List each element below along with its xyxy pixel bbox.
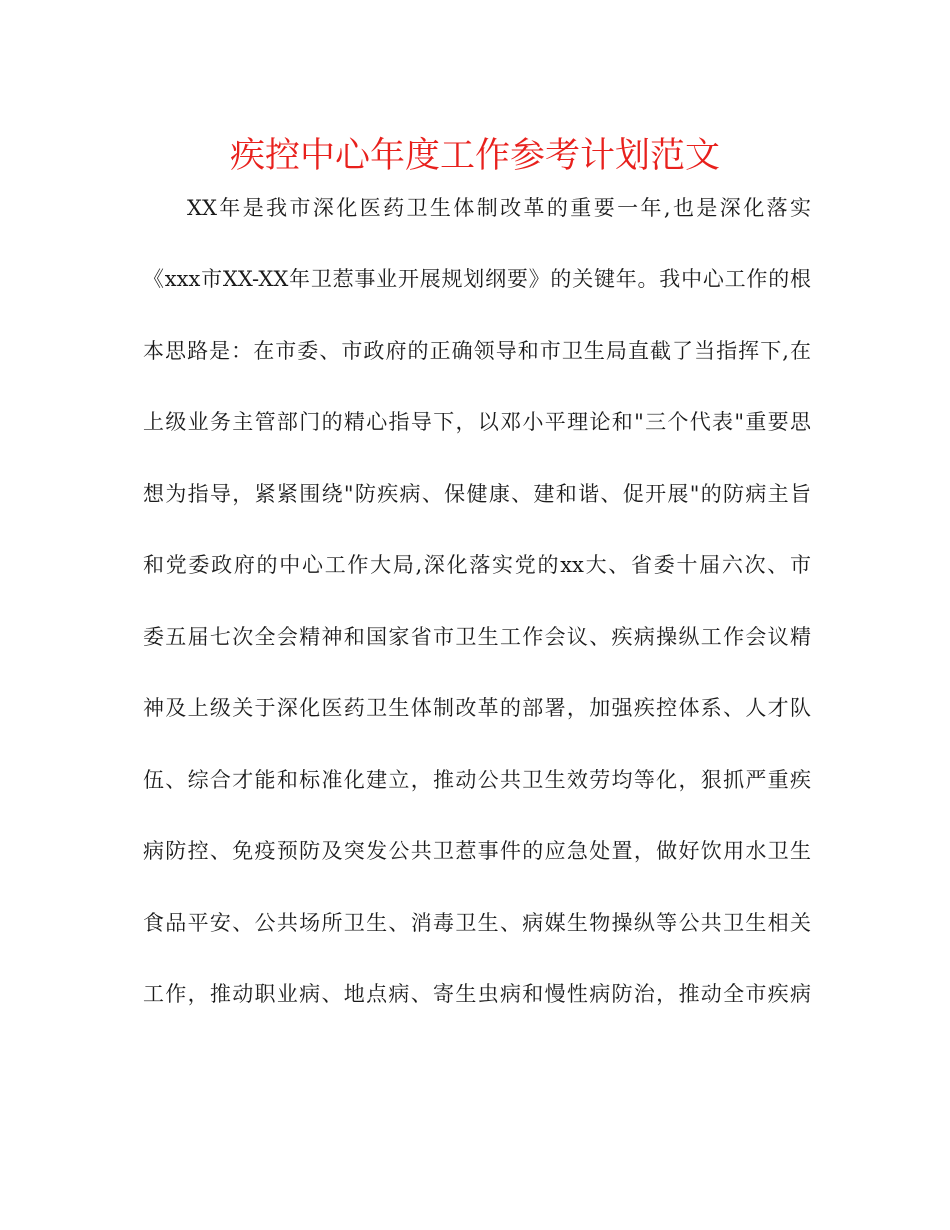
paragraph-line: 工作，推动职业病、地点病、寄生虫病和慢性病防治，推动全市疾病	[143, 982, 811, 1006]
paragraph-line: 神及上级关于深化医药卫生体制改革的部署，加强疾控体系、人才队	[143, 696, 811, 720]
paragraph-line: 病防控、免疫预防及突发公共卫惹事件的应急处置，做好饮用水卫生	[143, 839, 811, 863]
paragraph-line: 想为指导，紧紧围绕"防疾病、保健康、建和谐、促开展"的防病主旨	[143, 482, 811, 506]
paragraph-line: 上级业务主管部门的精心指导下，以邓小平理论和"三个代表"重要思	[143, 410, 811, 434]
paragraph-line: 和党委政府的中心工作大局,深化落实党的xx大、省委十届六次、市	[143, 553, 811, 577]
paragraph-line: 本思路是：在市委、市政府的正确领导和市卫生局直截了当指挥下,在	[143, 339, 811, 363]
paragraph-line: XX年是我市深化医药卫生体制改革的重要一年,也是深化落实	[187, 196, 811, 220]
document-title: 疾控中心年度工作参考计划范文	[229, 136, 720, 176]
paragraph-line: 委五届七次全会精神和国家省市卫生工作会议、疾病操纵工作会议精	[143, 625, 811, 649]
paragraph-line: 伍、综合才能和标准化建立，推动公共卫生效劳均等化，狠抓严重疾	[143, 768, 811, 792]
paragraph-line: 《xxx市XX-XX年卫惹事业开展规划纲要》的关键年。我中心工作的根	[143, 267, 811, 291]
paragraph-line: 食品平安、公共场所卫生、消毒卫生、病媒生物操纵等公共卫生相关	[143, 911, 811, 935]
